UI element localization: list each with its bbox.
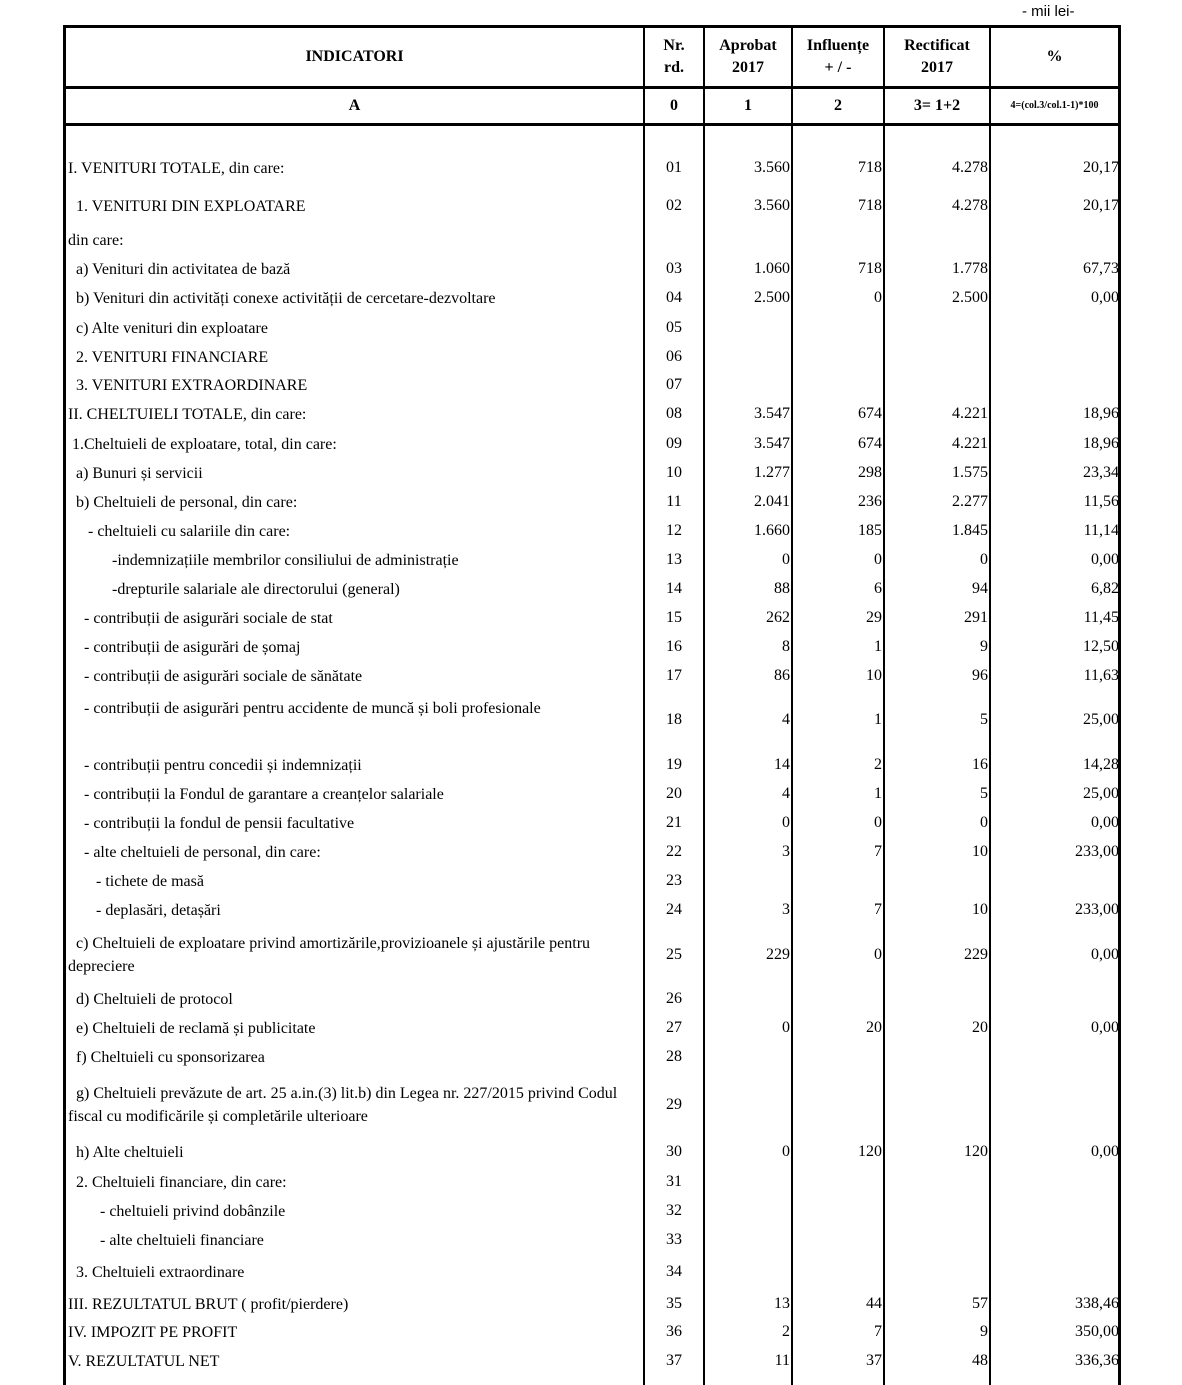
cell-percent: 0,00 [1091,289,1119,306]
row-label: -indemnizațiile membrilor consiliului de administrație [68,551,459,569]
row-number: 19 [666,756,682,773]
table-row [66,317,1118,340]
table-row [66,374,1118,397]
cell-rectificat: 1.845 [952,522,988,539]
cell-aprobat: 1.277 [754,464,790,481]
row-number: 06 [666,348,682,365]
row-number: 32 [666,1202,682,1219]
cell-rectificat: 94 [972,580,988,597]
header-influente [793,28,883,86]
table-row [66,1082,1118,1128]
cell-influente: 0 [874,946,882,963]
table-row [66,1321,1118,1344]
cell-percent: 350,00 [1075,1323,1119,1340]
table-row [66,462,1118,485]
cell-percent: 12,50 [1083,638,1119,655]
cell-aprobat: 13 [774,1295,790,1312]
row-label: - cheltuieli cu salariile din care: [68,522,291,540]
header-aprobat [705,28,791,86]
cell-aprobat: 3.547 [754,405,790,422]
table-row [66,520,1118,543]
row-number: 07 [666,376,682,393]
row-number: 25 [666,946,682,963]
table-row [66,607,1118,630]
cell-rectificat: 20 [972,1019,988,1036]
row-label: - deplasări, detașări [68,901,221,919]
table-row [66,870,1118,893]
row-number: 21 [666,814,682,831]
row-number: 28 [666,1048,682,1065]
row-number: 30 [666,1143,682,1160]
cell-influente: 44 [866,1295,882,1312]
row-label: d) Cheltuieli de protocol [68,990,233,1008]
cell-aprobat: 8 [782,638,790,655]
cell-percent: 20,17 [1083,197,1119,214]
cell-influente: 0 [874,551,882,568]
cell-influente: 7 [874,1323,882,1340]
row-number: 04 [666,289,682,306]
cell-aprobat: 14 [774,756,790,773]
cell-influente: 1 [874,785,882,802]
cell-percent: 233,00 [1075,843,1119,860]
cell-aprobat: 11 [774,1352,790,1369]
cell-influente: 37 [866,1352,882,1369]
row-label: g) Cheltuieli prevăzute de art. 25 a.in.(3) lit.b) din Legea nr. 227/2015 privind Codul fiscal cu modificările și completările ulterioare [68,1085,622,1125]
row-label: h) Alte cheltuieli [68,1143,184,1161]
cell-aprobat: 4 [782,785,790,802]
cell-influente: 1 [874,638,882,655]
cell-rectificat: 10 [972,843,988,860]
row-label: c) Cheltuieli de exploatare privind amortizările,provizioanele și ajustările pentru depreciere [68,935,595,975]
row-label: IV. IMPOZIT PE PROFIT [68,1323,238,1341]
row-label: - contribuții de asigurări pentru accidente de muncă și boli profesionale [68,700,541,717]
table-row [66,899,1118,922]
row-label: - cheltuieli privind dobânzile [68,1202,286,1220]
table-row [66,988,1118,1011]
cell-percent: 11,56 [1083,493,1119,510]
cell-aprobat: 1.060 [754,260,790,277]
subheader-a: A [348,97,361,114]
row-label: b) Cheltuieli de personal, din care: [68,493,298,511]
table-row [66,1229,1118,1252]
cell-influente: 20 [866,1019,882,1036]
row-number: 23 [666,872,682,889]
subheader-c3: 3= 1+2 [913,97,961,114]
cell-rectificat: 229 [964,946,988,963]
cell-rectificat: 2.500 [952,289,988,306]
cell-rectificat: 9 [980,638,988,655]
row-number: 05 [666,319,682,336]
cell-aprobat: 229 [766,946,790,963]
table-row [66,157,1118,180]
table-row [66,932,1118,978]
cell-influente: 7 [874,901,882,918]
table-row [66,812,1118,835]
cell-percent: 11,45 [1083,609,1119,626]
table-row [66,1261,1118,1284]
row-label: a) Bunuri și servicii [68,464,203,482]
cell-percent: 25,00 [1083,785,1119,802]
table-row [66,1141,1118,1164]
cell-aprobat: 3.560 [754,159,790,176]
row-number: 24 [666,901,682,918]
cell-percent: 0,00 [1091,1143,1119,1160]
cell-percent: 338,46 [1075,1295,1119,1312]
table-row [66,491,1118,514]
cell-aprobat: 88 [774,580,790,597]
row-label: -drepturile salariale ale directorului (general) [68,580,400,598]
cell-aprobat: 2.500 [754,289,790,306]
cell-percent: 0,00 [1091,946,1119,963]
cell-influente: 1 [874,711,882,728]
cell-aprobat: 4 [782,711,790,728]
cell-aprobat: 2 [782,1323,790,1340]
cell-rectificat: 16 [972,756,988,773]
row-number: 22 [666,843,682,860]
header-indicatori: INDICATORI [305,48,404,65]
cell-influente: 120 [858,1143,882,1160]
table-row [66,229,1118,252]
cell-aprobat: 0 [782,1019,790,1036]
subheader-c0: 0 [670,97,678,114]
row-label: II. CHELTUIELI TOTALE, din care: [68,405,307,423]
header-rectificat-text: Rectificat 2017 [904,37,970,76]
budget-table [63,25,1121,1385]
cell-influente: 674 [858,435,882,452]
table-row [66,697,1118,743]
table-row [66,433,1118,456]
cell-percent: 11,63 [1083,667,1119,684]
header-nr [645,28,703,86]
row-number: 13 [666,551,682,568]
cell-influente: 185 [858,522,882,539]
table-row [66,1350,1118,1373]
cell-influente: 236 [858,493,882,510]
cell-influente: 298 [858,464,882,481]
row-label: 2. Cheltuieli financiare, din care: [68,1173,287,1191]
row-number: 17 [666,667,682,684]
row-label: 3. VENITURI EXTRAORDINARE [68,376,308,394]
cell-aprobat: 0 [782,551,790,568]
cell-aprobat: 86 [774,667,790,684]
cell-rectificat: 4.278 [952,197,988,214]
cell-rectificat: 5 [980,785,988,802]
cell-influente: 0 [874,814,882,831]
row-number: 02 [666,197,682,214]
row-number: 29 [666,1096,682,1113]
cell-influente: 718 [858,260,882,277]
cell-influente: 7 [874,843,882,860]
cell-percent: 25,00 [1083,711,1119,728]
cell-rectificat: 291 [964,609,988,626]
row-number: 37 [666,1352,682,1369]
row-label: V. REZULTATUL NET [68,1352,220,1370]
table-row [66,1046,1118,1069]
row-number: 03 [666,260,682,277]
table-row [66,549,1118,572]
cell-percent: 23,34 [1083,464,1119,481]
cell-percent: 20,17 [1083,159,1119,176]
cell-rectificat: 57 [972,1295,988,1312]
row-number: 12 [666,522,682,539]
cell-percent: 0,00 [1091,551,1119,568]
row-number: 26 [666,990,682,1007]
cell-influente: 29 [866,609,882,626]
cell-influente: 2 [874,756,882,773]
cell-aprobat: 2.041 [754,493,790,510]
table-row [66,665,1118,688]
row-label: 1. VENITURI DIN EXPLOATARE [68,197,306,215]
row-label: a) Venituri din activitatea de bază [68,260,291,278]
row-label: - contribuții pentru concedii și indemnizații [68,756,362,774]
cell-percent: 6,82 [1091,580,1119,597]
table-row [66,258,1118,281]
header-aprobat-text: Aprobat 2017 [719,37,777,76]
table-row [66,1171,1118,1194]
row-label: - tichete de masă [68,872,204,890]
row-number: 16 [666,638,682,655]
row-number: 09 [666,435,682,452]
subheader-c4: 4=(col.3/col.1-1)*100 [1010,100,1099,111]
cell-influente: 718 [858,197,882,214]
row-number: 14 [666,580,682,597]
cell-aprobat: 3.560 [754,197,790,214]
row-label: 3. Cheltuieli extraordinare [68,1263,245,1281]
cell-influente: 6 [874,580,882,597]
header-rectificat [885,28,989,86]
row-number: 36 [666,1323,682,1340]
row-number: 01 [666,159,682,176]
table-row [66,403,1118,426]
subheader-c2: 2 [834,97,842,114]
row-label: - contribuții de asigurări sociale de sănătate [68,667,363,685]
row-number: 11 [666,493,682,510]
cell-rectificat: 4.221 [952,405,988,422]
row-number: 18 [666,711,682,728]
cell-percent: 67,73 [1083,260,1119,277]
table-row [66,1200,1118,1223]
cell-rectificat: 9 [980,1323,988,1340]
header-nr-text: Nr. rd. [663,37,685,76]
row-label: - alte cheltuieli de personal, din care: [68,843,321,861]
cell-aprobat: 3.547 [754,435,790,452]
cell-rectificat: 120 [964,1143,988,1160]
row-label: 2. VENITURI FINANCIARE [68,348,269,366]
cell-percent: 11,14 [1083,522,1119,539]
table-row [66,1293,1118,1316]
row-label: din care: [68,231,124,249]
table-row [66,287,1118,310]
cell-aprobat: 3 [782,901,790,918]
row-label: f) Cheltuieli cu sponsorizarea [68,1048,265,1066]
row-number: 33 [666,1231,682,1248]
cell-rectificat: 5 [980,711,988,728]
row-number: 15 [666,609,682,626]
cell-rectificat: 1.778 [952,260,988,277]
cell-aprobat: 3 [782,843,790,860]
cell-rectificat: 4.221 [952,435,988,452]
table-row [66,1017,1118,1040]
subheader-divider [66,123,1118,126]
subheader-c1: 1 [744,97,752,114]
unit-label: - mii lei- [1022,3,1075,20]
row-label: b) Venituri din activități conexe activității de cercetare-dezvoltare [68,289,496,307]
cell-aprobat: 262 [766,609,790,626]
cell-aprobat: 1.660 [754,522,790,539]
row-number: 10 [666,464,682,481]
row-label: - contribuții de asigurări sociale de stat [68,609,333,627]
row-label: 1.Cheltuieli de exploatare, total, din care: [68,435,337,453]
row-label: - contribuții la Fondul de garantare a creanțelor salariale [68,785,444,803]
table-row [66,346,1118,369]
row-label: III. REZULTATUL BRUT ( profit/pierdere) [68,1295,349,1313]
table-row [66,841,1118,864]
cell-percent: 336,36 [1075,1352,1119,1369]
row-number: 27 [666,1019,682,1036]
cell-influente: 674 [858,405,882,422]
cell-percent: 0,00 [1091,1019,1119,1036]
cell-rectificat: 1.575 [952,464,988,481]
row-label: - alte cheltuieli financiare [68,1231,264,1249]
cell-rectificat: 48 [972,1352,988,1369]
row-label: c) Alte venituri din exploatare [68,319,268,337]
cell-rectificat: 10 [972,901,988,918]
cell-percent: 14,28 [1083,756,1119,773]
row-number: 31 [666,1173,682,1190]
row-number: 08 [666,405,682,422]
row-label: - contribuții la fondul de pensii facultative [68,814,355,832]
table-row [66,195,1118,218]
cell-percent: 18,96 [1083,435,1119,452]
cell-aprobat: 0 [782,814,790,831]
row-number: 34 [666,1263,682,1280]
table-row [66,783,1118,806]
cell-rectificat: 0 [980,551,988,568]
row-number: 20 [666,785,682,802]
row-number: 35 [666,1295,682,1312]
cell-influente: 0 [874,289,882,306]
cell-percent: 233,00 [1075,901,1119,918]
table-row [66,578,1118,601]
table-row [66,636,1118,659]
row-label: I. VENITURI TOTALE, din care: [68,159,285,177]
cell-aprobat: 0 [782,1143,790,1160]
cell-influente: 718 [858,159,882,176]
table-row [66,754,1118,777]
cell-rectificat: 4.278 [952,159,988,176]
cell-percent: 18,96 [1083,405,1119,422]
cell-rectificat: 2.277 [952,493,988,510]
row-label: - contribuții de asigurări de șomaj [68,638,301,656]
cell-influente: 10 [866,667,882,684]
cell-rectificat: 0 [980,814,988,831]
row-label: e) Cheltuieli de reclamă și publicitate [68,1019,316,1037]
header-influente-text: Influențe + / - [806,37,870,76]
header-pct: % [1046,48,1063,65]
cell-rectificat: 96 [972,667,988,684]
cell-percent: 0,00 [1091,814,1119,831]
